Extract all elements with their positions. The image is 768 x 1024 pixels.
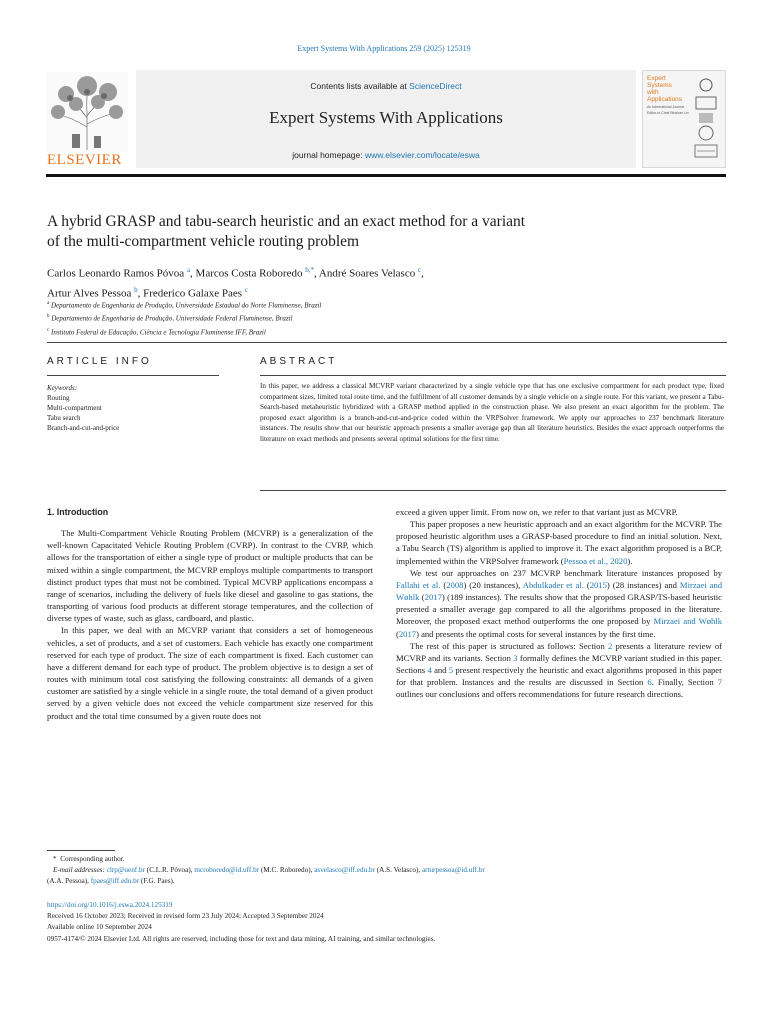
abstract-heading: ABSTRACT bbox=[260, 356, 338, 367]
affiliation-mark: a bbox=[47, 301, 50, 306]
journal-masthead bbox=[46, 70, 726, 174]
affiliation-item bbox=[47, 311, 607, 324]
citation-link[interactable]: Pessoa et al., 2020 bbox=[563, 555, 628, 566]
article-title-line-1: A hybrid GRASP and tabu-search heuristic and an exact method for a variant bbox=[47, 213, 526, 230]
affiliation-item bbox=[47, 298, 607, 311]
intro-paragraph-5 bbox=[396, 640, 722, 701]
journal-title: Expert Systems With Applications bbox=[269, 108, 503, 127]
author-name[interactable]: Artur Alves Pessoa bbox=[47, 287, 132, 300]
email-link[interactable]: clrp@uenf.br bbox=[106, 866, 145, 874]
text-run: present respectively the heuristic and exact algorithms proposed in this paper for that problem. Instances and the results are discussed in Section bbox=[396, 665, 722, 688]
email-owner: (F.G. Paes). bbox=[140, 877, 175, 885]
article-info-rule bbox=[47, 375, 219, 376]
email-addresses-continued bbox=[47, 876, 727, 887]
affiliation-text: Instituto Federal de Educação, Ciência e Tecnologia Fluminense IFF, Brazil bbox=[50, 327, 266, 336]
author-affil-mark[interactable]: c bbox=[244, 285, 248, 294]
intro-paragraph-3 bbox=[396, 518, 722, 567]
author-affil-mark[interactable]: b,* bbox=[305, 266, 314, 274]
cover-text-block bbox=[647, 75, 691, 163]
sciencedirect-link[interactable]: ScienceDirect bbox=[409, 81, 462, 91]
author-line-1: Carlos Leonardo Ramos Póvoa $^a$, Marcos Costa Roboredo $^{b,*}$, André Soares Velasco $^c$, bbox=[47, 266, 424, 280]
contents-line bbox=[136, 81, 636, 91]
email-addresses bbox=[47, 865, 727, 876]
text-run: ) (189 instances). The results show that the proposed GRASP/TS-based heuristic presented a smaller average gap compared to all the algorithms proposed in the literature. Moreover, the proposed exact method outperforms the one proposed by bbox=[396, 592, 722, 627]
author-name[interactable]: André Soares Velasco bbox=[318, 267, 416, 280]
keywords-block bbox=[47, 383, 217, 433]
keyword-item: Multi-compartment bbox=[47, 404, 102, 412]
affiliation-list bbox=[47, 298, 607, 338]
footnote-mark: * bbox=[53, 855, 57, 863]
doi-link[interactable]: https://doi.org/10.1016/j.eswa.2024.125319 bbox=[47, 901, 173, 909]
citation-year-link[interactable]: 2017 bbox=[398, 628, 417, 639]
abstract-text: In this paper, we address a classical MCVRP variant characterized by a single vehicle type that has one exclusive compartment for each product type, fixed compartment sizes, limited total route time, and the fulfillment of all customer demands by a single vehicle on a single route. For this variant, we present a Tabu-Search-based metaheuristic hybridized with a GRASP method applied in the construction phase. We also present an exact algorithm for the problem. The proposed exact algorithm is a branch-and-cut-and-price coded within the VRPSolver framework. We apply our approaches to 237 benchmark literature instances. The results show that our heuristic approach presents a smaller average gap than all literature heuristics. Besides the exact approach outperforms the literature on exact methods and presents several optimal solutions for the first time. bbox=[260, 382, 724, 443]
online-date: Available online 10 September 2024 bbox=[47, 923, 152, 932]
affiliation-mark: c bbox=[47, 327, 50, 333]
email-owner: (M.C. Roboredo), bbox=[260, 866, 313, 874]
citation-year-link[interactable]: 2017 bbox=[424, 592, 442, 603]
citation-year-link[interactable]: 2008 bbox=[446, 579, 464, 590]
author-name[interactable]: Marcos Costa Roboredo bbox=[195, 267, 303, 280]
text-run: presents a literature review of MCVRP and its variants. Section bbox=[396, 640, 722, 663]
affiliation-item bbox=[47, 325, 607, 338]
body-column-left bbox=[47, 506, 373, 722]
citation-year-link[interactable]: 2015 bbox=[589, 579, 607, 590]
abstract-rule bbox=[260, 375, 726, 376]
article-info-heading: ARTICLE INFO bbox=[47, 356, 152, 367]
email-owner: (A.A. Pessoa), bbox=[47, 877, 89, 885]
text-run: and bbox=[431, 665, 449, 676]
intro-paragraph-4 bbox=[396, 567, 722, 640]
citation-link[interactable]: Mirzaei and Wøhlk bbox=[653, 616, 722, 627]
elsevier-wordmark: ELSEVIER bbox=[47, 152, 122, 168]
author-affil-mark[interactable]: a bbox=[186, 266, 191, 274]
email-owner: (A.S. Velasco), bbox=[376, 866, 421, 874]
text-run: ). bbox=[627, 555, 633, 566]
cover-title-4: Applications bbox=[647, 96, 683, 103]
email-label: E-mail addresses: bbox=[53, 866, 105, 874]
journal-homepage-link[interactable]: www.elsevier.com/locate/eswa bbox=[364, 150, 480, 160]
intro-paragraph-continued: exceed a given upper limit. From now on, we refer to that variant just as MCVRP. bbox=[396, 507, 678, 517]
cover-editor: Editor-in-Chief Binshan Lin bbox=[647, 111, 689, 115]
section-divider bbox=[47, 342, 727, 343]
keyword-item: Routing bbox=[47, 394, 70, 402]
text-run: ( bbox=[419, 592, 425, 603]
email-link[interactable]: arturpessoa@id.uff.br bbox=[421, 866, 485, 874]
text-run: formally defines the MCVRP variant studied in this paper. Sections bbox=[396, 652, 722, 676]
author-line-2: Artur Alves Pessoa $^b$, Frederico Galaxe Paes $^c$ bbox=[47, 285, 248, 300]
author-affil-mark[interactable]: b bbox=[134, 285, 138, 294]
section-link[interactable]: 2 bbox=[607, 640, 613, 651]
text-run: ) and presents the optimal costs for several instances by the first time. bbox=[416, 628, 656, 639]
top-citation[interactable]: Expert Systems With Applications 259 (2025) 125319 bbox=[297, 44, 471, 53]
email-owner: (C.L.R. Póvoa), bbox=[146, 866, 193, 874]
keywords-label: Keywords: bbox=[47, 384, 78, 392]
text-run: ) (28 instances) and bbox=[606, 579, 680, 590]
intro-paragraph-2: In this paper, we deal with an MCVRP variant that considers a set of homogeneous vehicles, a set of products, and a set of customers. Each vehicle has exactly one compartment reserved for each type of product. The size of each compartment is fixed. Each customer can have a different demand for each type of product. The problem objective is to design a set of routes with minimum total cost satisfying the following constraints: all demands of a given customer are satisfied by a single vehicle in a single route, the total demand of a given product served by a given vehicle does not exceed the vehicle compartment size reserved for this product and the total time consumed by a given route does not bbox=[47, 625, 373, 721]
elsevier-tree-icon bbox=[46, 72, 128, 152]
citation-link[interactable]: Abdulkader et al. bbox=[522, 579, 584, 590]
contents-prefix: Contents lists available at bbox=[310, 81, 410, 91]
footnotes bbox=[47, 854, 727, 887]
corresponding-text: Corresponding author. bbox=[60, 855, 125, 863]
introduction-heading: 1. Introduction bbox=[47, 507, 109, 517]
text-run: The rest of this paper is structured as follows: Section bbox=[410, 640, 608, 651]
cover-title-1: Expert bbox=[647, 75, 666, 82]
journal-cover-thumbnail[interactable] bbox=[642, 70, 726, 168]
cover-title-3: with bbox=[647, 89, 659, 96]
keyword-item: Tabu search bbox=[47, 414, 81, 422]
author-list bbox=[47, 262, 667, 301]
keyword-item: Branch-and-cut-and-price bbox=[47, 424, 120, 432]
received-dates: Received 16 October 2023; Received in revised form 23 July 2024; Accepted 3 September 2024 bbox=[47, 912, 324, 921]
section-link[interactable]: 4 bbox=[427, 665, 432, 676]
publication-info bbox=[47, 900, 727, 945]
footnote-rule bbox=[47, 850, 115, 851]
email-link[interactable]: asvelasco@iff.edu.br bbox=[314, 866, 375, 874]
author-affil-mark[interactable]: c bbox=[417, 266, 422, 274]
masthead-rule bbox=[46, 174, 726, 177]
email-link[interactable]: fpaes@iff.edu.br bbox=[90, 877, 140, 885]
section-link[interactable]: 6 bbox=[647, 677, 652, 688]
citation-link[interactable]: Mirzaei and Wøhlk bbox=[396, 579, 723, 603]
text-run: ( bbox=[396, 628, 399, 639]
affiliation-text: Departamento de Engenharia de Produção, Universidade Federal Fluminense, Brazil bbox=[51, 314, 293, 323]
article-title-line-2: of the multi-compartment vehicle routing problem bbox=[47, 233, 360, 250]
section-link[interactable]: 7 bbox=[717, 677, 722, 688]
cover-subtitle: An International Journal bbox=[647, 105, 684, 109]
homepage-prefix: journal homepage: bbox=[292, 150, 365, 160]
section-link[interactable]: 5 bbox=[448, 665, 454, 676]
homepage-line bbox=[136, 150, 636, 160]
text-run: We test our approaches on 237 MCVRP benchmark literature instances proposed by bbox=[410, 567, 722, 578]
text-run: ( bbox=[583, 579, 590, 590]
section-link[interactable]: 3 bbox=[513, 652, 518, 663]
text-run: This paper proposes a new heuristic approach and an exact algorithm for the MCVRP. The proposed heuristic algorithm uses a GRASP-based procedure to find an initial solution. Next, a Tabu Search (TS) algorithm is applied to improve it. The exact algorithm proposed is a BCP, implemented within the VRPSolver framework ( bbox=[396, 519, 722, 566]
citation-link[interactable]: Fallahi et al. bbox=[396, 579, 441, 590]
abstract-bottom-rule bbox=[260, 490, 726, 491]
email-link[interactable]: mcroboredo@id.uff.br bbox=[194, 866, 260, 874]
text-run: ) (20 instances), bbox=[463, 579, 523, 590]
cover-graphic-icon bbox=[691, 75, 721, 163]
text-run: ( bbox=[440, 579, 447, 590]
affiliation-text: Departamento de Engenharia de Produção, Universidade Estadual do Norte Fluminense, Brazil bbox=[50, 301, 322, 310]
copyright-notice: 0957-4174/© 2024 Elsevier Ltd. All rights are reserved, including those for text and data mining, AI training, and similar technologies. bbox=[47, 934, 436, 943]
author-name[interactable]: Carlos Leonardo Ramos Póvoa bbox=[47, 267, 185, 280]
author-name[interactable]: Frederico Galaxe Paes bbox=[143, 287, 243, 300]
body-column-right bbox=[396, 506, 722, 701]
text-run: . Finally, Section bbox=[651, 677, 718, 688]
affiliation-mark: b bbox=[47, 314, 50, 320]
journal-banner bbox=[136, 70, 636, 168]
cover-title-2: Systems bbox=[647, 82, 672, 89]
corresponding-author-note bbox=[47, 854, 727, 865]
article-title bbox=[47, 212, 687, 252]
intro-paragraph-1: The Multi-Compartment Vehicle Routing Problem (MCVRP) is a generalization of the well-known Capacitated Vehicle Routing Problem (CVRP). In contrast to the CVRP, which allows for the transportation of either a single type of product or multiple products that can be mixed within a single compartment, the MCVRP employs multiple compartments to transport distinct product types that must not be combined. Typical MCVRP applications encompass a range of scenarios, including the delivery of fuels like diesel and gasoline to gas stations, the transporting of various food products at different storage temperatures, and the collection of diverse types of waste, such as glass, cardboard, and plastic. bbox=[47, 528, 373, 624]
text-run: outlines our conclusions and offers recommendations for future research directions. bbox=[396, 689, 684, 700]
